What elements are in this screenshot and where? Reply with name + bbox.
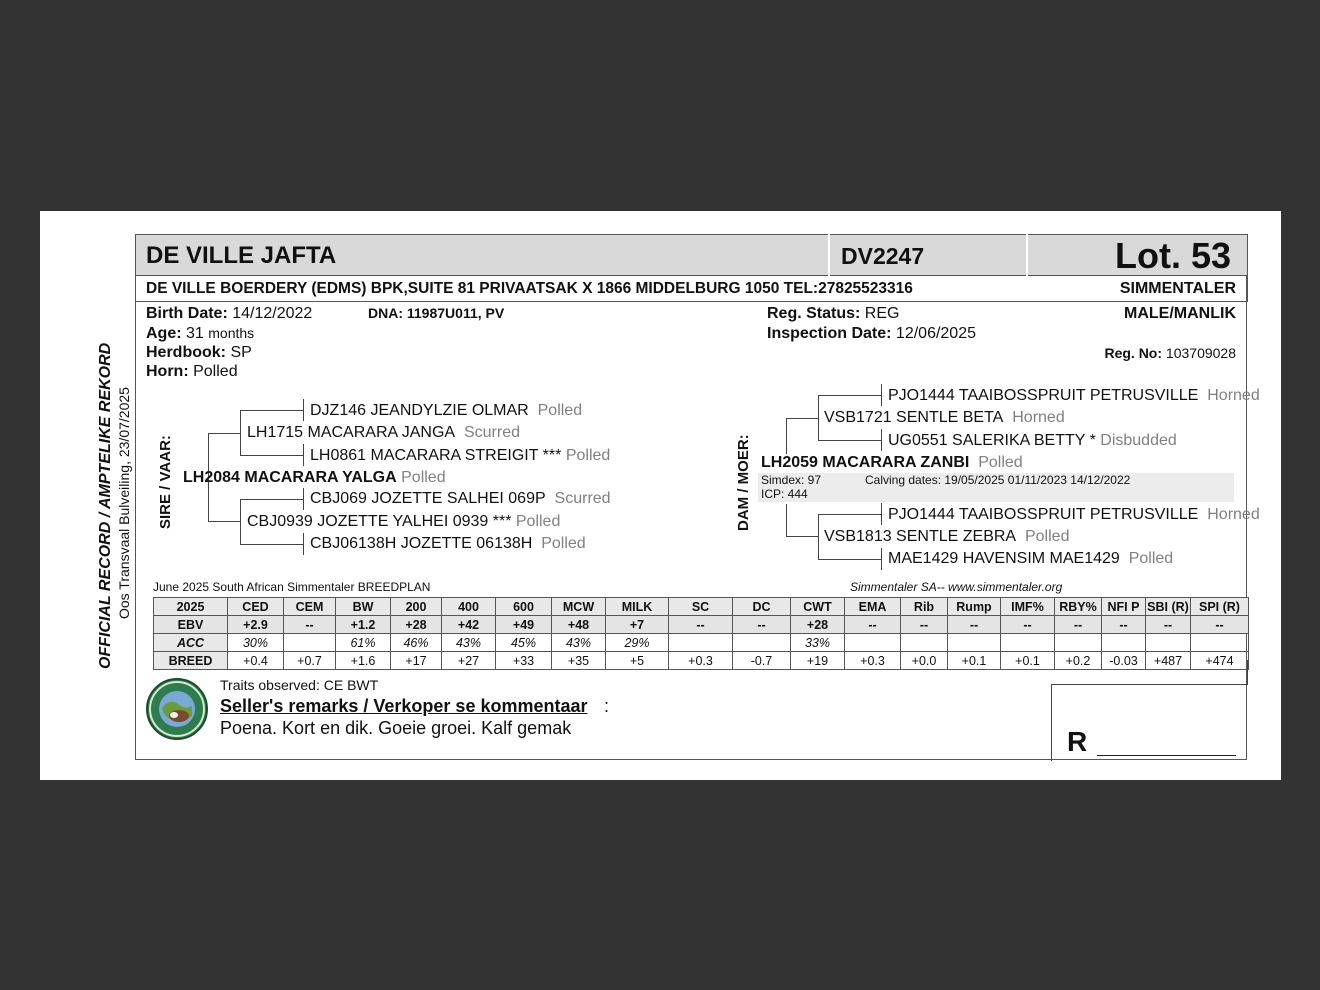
table-cell: +487	[1146, 652, 1191, 670]
dam-line	[786, 418, 819, 419]
herdbook	[146, 344, 252, 362]
column-header: IMF%	[1001, 598, 1055, 616]
remarks-text: Poena. Kort en dik. Goeie groei. Kalf gemak	[220, 718, 572, 738]
remarks-colon: :	[604, 696, 610, 716]
ebv-table	[153, 597, 1249, 670]
table-cell: --	[1191, 616, 1249, 634]
table-cell: +1.6	[336, 652, 391, 670]
sire-tick	[303, 488, 304, 510]
ped-horn: Horned	[1012, 409, 1065, 426]
table-cell: +28	[391, 616, 442, 634]
ped-name: VSB1813 SENTLE ZEBRA	[824, 528, 1017, 545]
dam-ggd2	[888, 550, 1173, 568]
dam-line	[818, 559, 882, 560]
table-header-row	[154, 598, 1249, 616]
dna: DNA: 11987U011, PV	[368, 305, 505, 321]
table-row	[154, 634, 1249, 652]
animal-id: DV2247	[841, 243, 925, 269]
table-cell: +0.1	[948, 652, 1001, 670]
sire-line	[208, 521, 241, 522]
ped-horn: Polled	[515, 513, 561, 530]
table-cell: +0.4	[228, 652, 284, 670]
reg-status-label: Reg. Status:	[767, 305, 861, 322]
reg-no-value: 103709028	[1165, 345, 1236, 361]
breed: SIMMENTALER	[1119, 280, 1236, 297]
ped-horn: Polled	[565, 447, 611, 464]
owner-address: DE VILLE BOERDERY (EDMS) BPK,SUITE 81 PRIVAATSAK X 1866 MIDDELBURG 1050 TEL:27825523316	[146, 280, 913, 297]
dam-gd	[824, 528, 1069, 546]
ped-horn: Polled	[978, 454, 1023, 471]
breedplan-caption: June 2025 South African Simmentaler BREEDPLAN	[153, 580, 431, 594]
ped-name: UG0551 SALERIKA BETTY *	[888, 432, 1096, 449]
row-label: BREED	[154, 652, 228, 670]
table-cell: +474	[1191, 652, 1249, 670]
table-cell: +33	[496, 652, 552, 670]
table-cell	[948, 634, 1001, 652]
ped-name: LH1715 MACARARA JANGA	[247, 424, 456, 441]
price-box-left	[1051, 684, 1052, 761]
ped-name: CBJ0939 JOZETTE YALHEI 0939 ***	[247, 513, 512, 530]
sex: MALE/MANLIK	[1124, 305, 1236, 322]
table-cell	[1001, 634, 1055, 652]
ped-name: CBJ069 JOZETTE SALHEI 069P	[310, 490, 546, 507]
ped-name: VSB1721 SENTLE BETA	[824, 409, 1004, 426]
dam-bracket	[818, 514, 819, 560]
column-header: CED	[228, 598, 284, 616]
sire-tick	[303, 399, 304, 421]
table-cell	[901, 634, 948, 652]
table-cell: 61%	[336, 634, 391, 652]
reg-no	[1104, 345, 1236, 361]
birth-date	[146, 305, 312, 323]
reg-no-label: Reg. No:	[1104, 345, 1163, 361]
sire-bracket	[240, 499, 241, 545]
dam	[761, 454, 1023, 472]
sire-line	[240, 544, 304, 545]
column-header: CWT	[791, 598, 845, 616]
sire-line	[240, 410, 304, 411]
dam-bracket	[786, 504, 787, 537]
age-value: 31	[186, 325, 204, 342]
ped-horn: Scurred	[463, 424, 520, 441]
sale-text: Oos Transvaal Bulveiling, 23/07/2025	[116, 387, 132, 619]
herdbook-label: Herdbook:	[146, 344, 226, 361]
column-header: BW	[336, 598, 391, 616]
birth-date-value: 14/12/2022	[232, 305, 313, 322]
age	[146, 325, 254, 343]
table-cell: --	[284, 616, 336, 634]
table-cell: 46%	[391, 634, 442, 652]
column-header: NFI P	[1102, 598, 1146, 616]
sire-ggs1	[310, 402, 582, 420]
ped-horn: Scurred	[554, 490, 611, 507]
ped-name: LH0861 MACARARA STREIGIT ***	[310, 447, 562, 464]
dam-line	[818, 440, 882, 441]
table-cell	[669, 634, 733, 652]
dam-line	[786, 536, 819, 537]
table-cell: --	[1146, 616, 1191, 634]
ped-name: LH2059 MACARARA ZANBI	[761, 454, 970, 471]
table-cell: +2.9	[228, 616, 284, 634]
dam-gs	[824, 409, 1065, 427]
ped-horn: Disbudded	[1100, 432, 1177, 449]
price-input-line[interactable]	[1097, 755, 1236, 756]
table-cell: +42	[442, 616, 496, 634]
table-cell: +0.3	[845, 652, 901, 670]
table-cell	[1191, 634, 1249, 652]
dam-bracket	[818, 395, 819, 441]
table-cell	[1102, 634, 1146, 652]
dam-bracket	[786, 418, 787, 454]
table-cell: --	[1102, 616, 1146, 634]
ped-horn: Polled	[1024, 528, 1070, 545]
ped-horn: Horned	[1207, 506, 1260, 523]
sire-label: SIRE / VAAR:	[157, 435, 174, 529]
age-unit: months	[208, 325, 255, 341]
column-header: 200	[391, 598, 442, 616]
column-header: Rump	[948, 598, 1001, 616]
table-cell: +17	[391, 652, 442, 670]
table-cell: +48	[552, 616, 606, 634]
table-cell: +0.2	[1055, 652, 1102, 670]
sire-tick	[303, 444, 304, 466]
dam-tick	[881, 429, 882, 451]
table-cell: --	[733, 616, 791, 634]
table-cell: -0.7	[733, 652, 791, 670]
table-cell: 29%	[606, 634, 669, 652]
reg-status-value: REG	[864, 305, 900, 322]
dam-line	[818, 514, 882, 515]
table-cell: --	[901, 616, 948, 634]
table-cell: +19	[791, 652, 845, 670]
sire-ggd1	[310, 447, 610, 465]
column-header: 400	[442, 598, 496, 616]
horn-value: Polled	[193, 363, 238, 380]
title-separator	[828, 234, 830, 276]
sire-line	[240, 455, 304, 456]
price-box-top	[1051, 684, 1248, 685]
official-record-text: OFFICIAL RECORD / AMPTELIKE REKORD	[97, 342, 114, 669]
column-header: MILK	[606, 598, 669, 616]
ped-name: CBJ06138H JOZETTE 06138H	[310, 535, 533, 552]
ped-name: MAE1429 HAVENSIM MAE1429	[888, 550, 1120, 567]
column-header: DC	[733, 598, 791, 616]
ped-name: LH2084 MACARARA YALGA	[183, 469, 397, 486]
table-cell: +0.0	[901, 652, 948, 670]
remarks-heading	[220, 696, 588, 717]
frame-join	[1247, 660, 1248, 685]
lot-number: Lot. 53	[1114, 235, 1231, 276]
table-cell: --	[1001, 616, 1055, 634]
inspection-label: Inspection Date:	[767, 325, 892, 342]
remarks-heading-text: Seller's remarks / Verkoper se kommentaar	[220, 696, 588, 716]
table-cell	[733, 634, 791, 652]
table-cell: +27	[442, 652, 496, 670]
table-cell: --	[1055, 616, 1102, 634]
sire-line	[208, 433, 241, 434]
table-cell: --	[669, 616, 733, 634]
row-label: EBV	[154, 616, 228, 634]
horn	[146, 363, 238, 381]
column-header: EMA	[845, 598, 901, 616]
ped-horn: Polled	[541, 535, 586, 552]
dam-ggd1	[888, 432, 1177, 450]
column-header: MCW	[552, 598, 606, 616]
dam-line	[818, 395, 882, 396]
dam-tick	[881, 384, 882, 406]
price-label: R	[1067, 726, 1088, 757]
table-row	[154, 652, 1249, 670]
dam-tick	[881, 503, 882, 525]
birth-date-label: Birth Date:	[146, 305, 228, 322]
sire-gs	[247, 424, 520, 442]
table-cell: +7	[606, 616, 669, 634]
table-cell: +28	[791, 616, 845, 634]
sire	[183, 469, 446, 487]
horn-label: Horn:	[146, 363, 189, 380]
column-header: 2025	[154, 598, 228, 616]
table-cell: 45%	[496, 634, 552, 652]
table-cell	[1146, 634, 1191, 652]
sire-bracket	[240, 410, 241, 456]
table-cell: +35	[552, 652, 606, 670]
dam-ggs2	[888, 506, 1260, 524]
table-cell: 30%	[228, 634, 284, 652]
table-cell: --	[845, 616, 901, 634]
table-cell: +0.3	[669, 652, 733, 670]
column-header: SPI (R)	[1191, 598, 1249, 616]
table-cell	[845, 634, 901, 652]
column-header: Rib	[901, 598, 948, 616]
table-cell: +5	[606, 652, 669, 670]
table-cell: +1.2	[336, 616, 391, 634]
table-cell: 33%	[791, 634, 845, 652]
traits-observed: Traits observed: CE BWT	[220, 677, 379, 693]
table-cell: -0.03	[1102, 652, 1146, 670]
sire-ggs2	[310, 490, 611, 508]
table-cell: --	[948, 616, 1001, 634]
table-cell: +49	[496, 616, 552, 634]
ped-horn: Polled	[1128, 550, 1174, 567]
table-cell	[284, 634, 336, 652]
dam-tick	[881, 548, 882, 570]
table-cell: 43%	[552, 634, 606, 652]
age-label: Age:	[146, 325, 182, 342]
table-cell: 43%	[442, 634, 496, 652]
ped-name: DJZ146 JEANDYLZIE OLMAR	[310, 402, 529, 419]
website-caption: Simmentaler SA-- www.simmentaler.org	[850, 580, 1063, 594]
column-header: CEM	[284, 598, 336, 616]
ped-name: PJO1444 TAAIBOSSPRUIT PETRUSVILLE	[888, 387, 1199, 404]
table-cell	[1055, 634, 1102, 652]
table-cell: +0.1	[1001, 652, 1055, 670]
ped-horn: Horned	[1207, 387, 1260, 404]
title-separator	[1026, 234, 1028, 276]
sale-card	[40, 211, 1281, 780]
dam-label: DAM / MOER:	[735, 434, 752, 531]
dam-ggs1	[888, 387, 1260, 405]
dam-simdex: Simdex: 97	[761, 473, 822, 487]
column-header: SBI (R)	[1147, 599, 1189, 614]
sire-tick	[303, 533, 304, 555]
sire-ggd2	[310, 535, 586, 553]
sire-line	[240, 499, 304, 500]
column-header: SC	[669, 598, 733, 616]
table-row	[154, 616, 1249, 634]
inspection-value: 12/06/2025	[895, 325, 976, 342]
sire-gd	[247, 513, 560, 531]
herdbook-value: SP	[230, 344, 252, 361]
animal-name: DE VILLE JAFTA	[146, 242, 337, 269]
ped-name: PJO1444 TAAIBOSSPRUIT PETRUSVILLE	[888, 506, 1199, 523]
dam-calving-dates: Calving dates: 19/05/2025 01/11/2023 14/12/2022	[865, 473, 1131, 487]
ped-horn: Polled	[401, 469, 446, 486]
simmentaler-logo-icon	[146, 678, 208, 740]
reg-status	[767, 305, 899, 323]
table-cell: +0.7	[284, 652, 336, 670]
dam-icp: ICP: 444	[761, 487, 808, 501]
column-header: RBY%	[1055, 598, 1102, 616]
ped-horn: Polled	[537, 402, 583, 419]
inspection-date	[767, 325, 976, 343]
column-header: 600	[496, 598, 552, 616]
row-label: ACC	[154, 634, 228, 652]
